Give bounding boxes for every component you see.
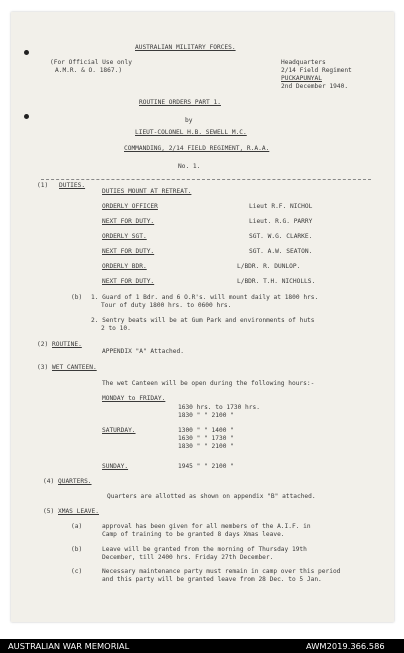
leave-text-line: approval has been given for all members of the A.I.F. in <box>102 523 311 530</box>
sub-label: (b) <box>71 546 83 553</box>
leave-text-line: Necessary maintenance party must remain in camp over this period <box>102 568 341 575</box>
section-heading-quarters: QUARTERS. <box>58 478 92 485</box>
hq-location: PUCKAPUNYAL <box>281 75 322 82</box>
order-by: by <box>185 117 193 124</box>
sub-label: (b) <box>71 294 83 301</box>
routine-text: APPENDIX "A" Attached. <box>102 348 184 355</box>
punch-hole <box>24 114 29 119</box>
schedule-label: MONDAY to FRIDAY. <box>102 395 166 402</box>
section-number: (5) <box>43 508 55 515</box>
quarters-text: Quarters are allotted as shown on appendix "B" attached. <box>107 493 316 500</box>
section-number: (2) <box>37 341 49 348</box>
header-title: AUSTRALIAN MILITARY FORCES. <box>135 44 236 51</box>
section-heading-routine: ROUTINE. <box>52 341 82 348</box>
section-number: (1) <box>37 182 49 189</box>
roster-role: NEXT FOR DUTY. <box>102 278 155 285</box>
schedule-time: 1630 " " 1730 " <box>178 435 234 442</box>
canteen-intro: The wet Canteen will be open during the following hours:- <box>102 380 315 387</box>
schedule-time: 1630 hrs. to 1730 hrs. <box>178 404 260 411</box>
punch-hole <box>24 50 29 55</box>
leave-text-line: Camp of training to be granted 8 days Xmas leave. <box>102 531 285 538</box>
roster-role: NEXT FOR DUTY. <box>102 248 155 255</box>
archive-name: AUSTRALIAN WAR MEMORIAL <box>8 641 130 651</box>
archive-footer <box>0 639 404 653</box>
duty-note-line: 2. Sentry beats will be at Gum Park and environments of huts <box>91 317 315 324</box>
duty-note-line: 1. Guard of 1 Bdr. and 6 O.R's. will mount daily at 1800 hrs. <box>91 294 319 301</box>
roster-name: L/BDR. T.H. NICHOLLS. <box>237 278 316 285</box>
dashed-rule <box>41 179 371 180</box>
classification-line: (For Official Use only <box>50 59 132 66</box>
roster-role: ORDERLY SGT. <box>102 233 147 240</box>
section-number: (4) <box>43 478 55 485</box>
schedule-time: 1830 " " 2100 " <box>178 443 234 450</box>
schedule-label: SATURDAY. <box>102 427 136 434</box>
duty-note-line: 2 to 10. <box>101 325 131 332</box>
section-heading-canteen: WET CANTEEN. <box>52 364 97 371</box>
leave-text-line: Leave will be granted from the morning of Thursday 19th <box>102 546 307 553</box>
document-page <box>11 12 394 622</box>
roster-name: SGT. A.W. SEATON. <box>249 248 313 255</box>
order-title: ROUTINE ORDERS PART 1. <box>139 99 221 106</box>
roster-name: Lieut. R.G. PARRY <box>249 218 313 225</box>
hq-line: Headquarters <box>281 59 326 66</box>
schedule-time: 1830 " " 2100 " <box>178 412 234 419</box>
section-number: (3) <box>37 364 49 371</box>
section-heading-xmas: XMAS LEAVE. <box>58 508 99 515</box>
hq-date: 2nd December 1940. <box>281 83 349 90</box>
roster-role: ORDERLY BDR. <box>102 263 147 270</box>
hq-line: 2/14 Field Regiment <box>281 67 352 74</box>
classification-line: A.M.R. & O. 1867.) <box>55 67 123 74</box>
roster-name: L/BDR. R. DUNLOP. <box>237 263 301 270</box>
roster-name: Lieut R.F. NICHOL <box>249 203 313 210</box>
roster-name: SGT. W.G. CLARKE. <box>249 233 313 240</box>
section-heading-duties: DUTIES. <box>59 182 86 189</box>
schedule-time: 1945 " " 2100 " <box>178 463 234 470</box>
sub-label: (c) <box>71 568 83 575</box>
sub-label: (a) <box>71 523 83 530</box>
duties-subheading: DUTIES MOUNT AT RETREAT. <box>102 188 192 195</box>
duty-note-line: Tour of duty 1800 hrs. to 0600 hrs. <box>101 302 232 309</box>
officer-name: LIEUT-COLONEL H.B. SEWELL M.C. <box>135 129 247 136</box>
leave-text-line: and this party will be granted leave from 28 Dec. to 5 Jan. <box>102 576 322 583</box>
leave-text-line: December, till 2400 hrs. Friday 27th December. <box>102 554 274 561</box>
roster-role: NEXT FOR DUTY. <box>102 218 155 225</box>
order-number: No. 1. <box>178 163 201 170</box>
schedule-label: SUNDAY. <box>102 463 129 470</box>
schedule-time: 1300 " " 1400 " <box>178 427 234 434</box>
command-line: COMMANDING, 2/14 FIELD REGIMENT, R.A.A. <box>124 145 270 152</box>
archive-reference: AWM2019.366.586 <box>306 641 385 651</box>
roster-role: ORDERLY OFFICER <box>102 203 158 210</box>
